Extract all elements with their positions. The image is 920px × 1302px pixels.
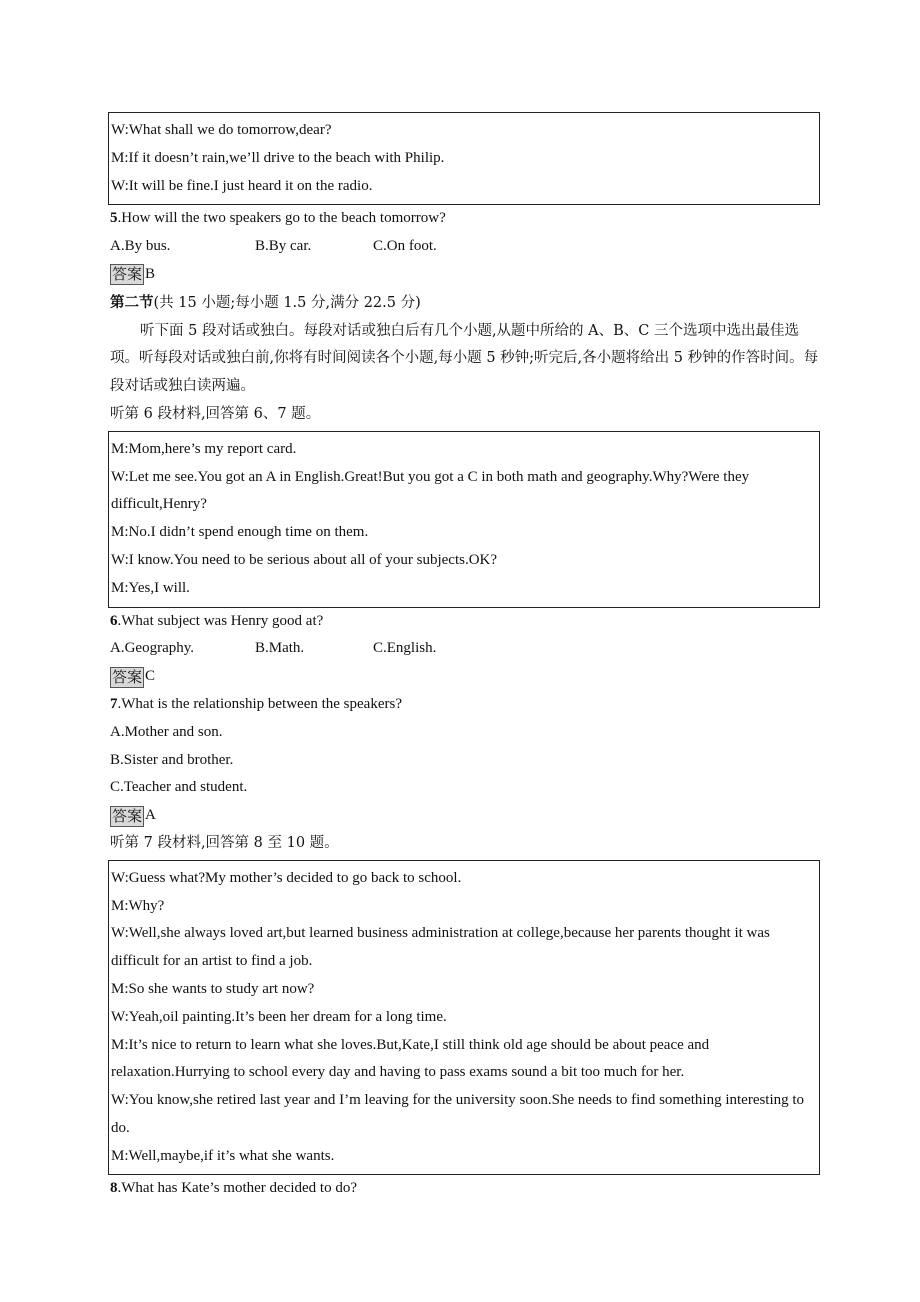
answer-6 [110, 663, 820, 691]
answer-label: 答案 [112, 667, 143, 686]
dialog-box-7 [108, 860, 820, 1176]
dialog-line: W:It will be fine.I just heard it on the radio. [111, 177, 373, 194]
dialog-line: W:Guess what?My mother’s decided to go back to school. [111, 869, 462, 886]
option-b: B.Math. [255, 640, 305, 657]
dialog-line: W:Let me see.You got an A in English.Great!But you got a C in both math and geography.Why?Were they difficult,Henry? [111, 468, 750, 513]
question-number: 5 [110, 210, 118, 227]
answer-5 [110, 261, 820, 289]
answer-label: 答案 [112, 265, 143, 284]
option-a: A.Mother and son. [110, 723, 223, 740]
question-7 [110, 691, 820, 719]
dialog-line: M:So she wants to study art now? [111, 980, 315, 997]
dialog-line: W:You know,she retired last year and I’m leaving for the university soon.She needs to find something interesting to do. [111, 1092, 805, 1136]
option-b: B.Sister and brother. [110, 751, 234, 768]
option-b: B.By car. [255, 238, 312, 255]
dialog-line: M:It’s nice to return to learn what she loves.But,Kate,I still think old age should be about peace and relaxation.Hurrying to school every day and having to pass exams sound a bit too much for her. [111, 1036, 710, 1081]
section-2-heading [110, 289, 820, 318]
answer-label: 答案 [112, 806, 143, 825]
dialog-line: M:Mom,here’s my report card. [111, 440, 297, 457]
question-text: .What is the relationship between the speakers? [117, 695, 402, 712]
content [110, 112, 820, 1203]
option-c: C.Teacher and student. [110, 779, 248, 796]
section-title: 第二节 [110, 293, 154, 311]
dialog-line: W:I know.You need to be serious about all of your subjects.OK? [111, 551, 498, 568]
option-c: C.On foot. [373, 238, 437, 255]
option-c: C.English. [373, 640, 437, 657]
dialog-box-6 [108, 431, 820, 608]
answer-7 [110, 802, 820, 830]
material-7-intro: 听第 7 段材料,回答第 8 至 10 题。 [110, 834, 339, 851]
question-text: .What has Kate’s mother decided to do? [117, 1180, 358, 1197]
dialog-line: M:Yes,I will. [111, 579, 190, 596]
question-text: .What subject was Henry good at? [117, 612, 324, 629]
question-number: 6 [110, 612, 118, 629]
answer-value: A [145, 807, 156, 824]
dialog-line: W:What shall we do tomorrow,dear? [111, 122, 332, 138]
question-6 [110, 608, 820, 636]
question-5 [110, 205, 820, 233]
dialog-line: W:Yeah,oil painting.It’s been her dream for a long time. [111, 1008, 447, 1025]
dialog-line: M:If it doesn’t rain,we’ll drive to the beach with Philip. [111, 149, 445, 166]
option-a: A.By bus. [110, 238, 171, 255]
dialog-box-5 [108, 112, 820, 205]
material-6-intro: 听第 6 段材料,回答第 6、7 题。 [110, 405, 321, 422]
options-5 [110, 233, 820, 261]
question-number: 7 [110, 695, 118, 712]
options-6 [110, 635, 820, 663]
dialog-line: M:Well,maybe,if it’s what she wants. [111, 1147, 335, 1164]
answer-value: B [145, 265, 156, 282]
option-a: A.Geography. [110, 640, 195, 657]
question-text: .How will the two speakers go to the beach tomorrow? [117, 210, 446, 227]
instructions: 听下面 5 段对话或独白。每段对话或独白后有几个小题,从题中所给的 A、B、C 三个选项中选出最佳选项。听每段对话或独白前,你将有时间阅读各个小题,每小题 5 秒钟;听完后,各小题将给出 5 秒钟的作答时间。每段对话或独白读两遍。 [110, 322, 819, 395]
dialog-line: M:No.I didn’t spend enough time on them. [111, 524, 369, 541]
dialog-line: W:Well,she always loved art,but learned business administration at college,because her parents thought it was difficult for an artist to find a job. [111, 925, 770, 970]
question-8 [110, 1175, 820, 1203]
answer-value: C [145, 668, 156, 685]
dialog-line: M:Why? [111, 897, 165, 914]
section-note: (共 15 小题;每小题 1.5 分,满分 22.5 分) [153, 294, 421, 311]
question-number: 8 [110, 1180, 118, 1197]
